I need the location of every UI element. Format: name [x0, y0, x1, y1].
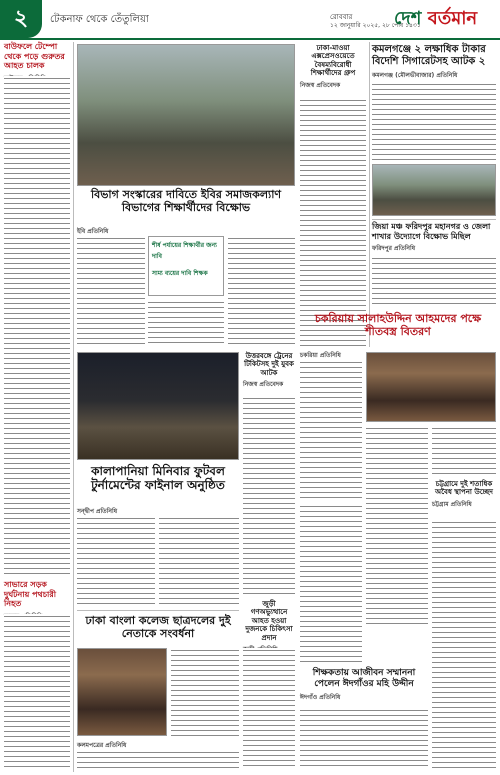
article-juri: [243, 600, 295, 655]
byline: নিজস্ব প্রতিবেদক: [300, 81, 341, 89]
issue-day: রোববার: [330, 13, 353, 21]
headline: জিয়া মঞ্চ ফরিদপুর মহানগর ও জেলা শাখার উদ্যোগে বিক্ষোভ মিছিল: [372, 222, 491, 241]
article-ibi: [77, 188, 295, 214]
brand-part-1: দেশ: [394, 8, 428, 29]
quote-box: [148, 236, 224, 296]
article-dhaka-mawa: [300, 44, 366, 91]
news-photo: [372, 164, 496, 216]
byline: চকরিয়া প্রতিনিধি: [300, 352, 341, 359]
article-body: [300, 504, 362, 664]
divider: [372, 219, 496, 220]
headline: ঢাকা বাংলা কলেজ ছাত্রদলের দুই নেতাকে সংবর্ধনা: [85, 614, 231, 641]
column-divider: [369, 42, 370, 347]
headline: কালাপানিয়া মিনিবার ফুটবল টুর্নামেন্টের ফাইনাল অনুষ্ঠিত: [91, 464, 225, 493]
page-number: ২: [0, 0, 42, 38]
article-teacher: [300, 668, 428, 703]
article-body: [4, 614, 70, 770]
article-body: [300, 98, 366, 346]
article-jessore: [372, 222, 496, 254]
headline: বিভাগ সংস্কারের দাবিতে ইবির সমাজকল্যাণ বিভাগের শিক্ষার্থীদের বিক্ষোভ: [90, 188, 282, 215]
article-chakaria: [300, 312, 496, 338]
headline: বাউফলে টেম্পো থেকে পড়ে গুরুতর আহত চালক: [4, 42, 65, 71]
headline: জুড়ী গণঅভ্যুত্থানে আহত হওয়া দুজনকে চিকিৎসা প্রদান: [245, 600, 293, 642]
headline: শিক্ষকতায় আজীবন সম্মাননা পেলেন ঈদগাঁওর মহি উদ্দীন: [312, 668, 416, 689]
byline: কলমপত্রের প্রতিনিধি: [77, 742, 127, 749]
article-right-small: [432, 480, 496, 510]
article-body: [4, 76, 70, 576]
article-body: [372, 256, 496, 306]
byline: কমলগঞ্জ (মৌলভীবাজার) প্রতিনিধি: [372, 72, 458, 79]
byline: চট্টগ্রাম প্রতিনিধি: [432, 500, 472, 508]
article-body: [77, 516, 155, 606]
article-body: [432, 520, 496, 770]
article-body: [243, 396, 295, 596]
article-body: [148, 300, 224, 346]
headline: উত্তরবঙ্গে ট্রেনের টিকিটসহ দুই যুবক আটক: [244, 352, 294, 377]
article-body: [243, 648, 295, 770]
article-body: [77, 236, 145, 346]
headline: চকরিয়ায় সালাহউদ্দিন আহমদের পক্ষে শীতবস্ত্র বিতরণ: [314, 312, 482, 339]
column-divider: [73, 42, 74, 772]
byline: ঈদগাঁও প্রতিনিধি: [300, 693, 341, 701]
article-train: [243, 352, 295, 390]
headline: চট্টগ্রামে দুই শতাধিক অবৈধ স্থাপনা উচ্ছেদ: [435, 480, 493, 497]
article-dhaka-college: [77, 614, 239, 640]
news-photo: [77, 44, 295, 186]
headline: ঢাকা-মাওয়া এক্সপ্রেসওয়েতে বৈষম্যবিরোধী শিক্ষার্থীদের গ্রুপ: [310, 44, 356, 78]
byline: ফরিদপুর প্রতিনিধি: [372, 245, 416, 253]
article-kalapania: [77, 464, 239, 493]
quote-2: সাম্য ব্যয়ের দাবি শিক্ষক: [152, 270, 208, 277]
quote-1: শীর্ষ পর্যায়ের শিক্ষার্থীর জন্য দাবি: [152, 242, 217, 260]
article-body: [159, 516, 239, 606]
headline: কমলগঞ্জে ২ লক্ষাধিক টাকার বিদেশি সিগারেটসহ আটক ২: [372, 44, 486, 67]
article-body: [366, 426, 428, 626]
section-tagline: টেকনাফ থেকে তেঁতুলিয়া: [50, 14, 149, 25]
news-photo: [77, 648, 167, 736]
byline: ইবি প্রতিনিধি: [77, 228, 109, 235]
divider: [77, 610, 239, 611]
brand-part-2: বর্তমান: [427, 8, 478, 29]
headline: সাভারে সড়ক দুর্ঘটনায় পথচারী নিহত: [4, 580, 57, 609]
issue-date-text: ১২ জানুয়ারি ২০২৫, ২৮ পৌষ ১৪৩১: [330, 22, 421, 29]
newspaper-brand: [394, 4, 477, 35]
article-body: [372, 82, 496, 162]
news-photo: [77, 352, 239, 460]
article-komolgonj: [372, 44, 496, 81]
article-body: [300, 708, 428, 770]
header-rule: [0, 38, 500, 40]
byline: সন্দ্বীপ প্রতিনিধি: [77, 508, 118, 515]
article-body: [300, 360, 362, 500]
news-photo: [366, 352, 496, 422]
byline: নিজস্ব প্রতিবেদক: [243, 381, 284, 389]
article-body: [171, 648, 239, 736]
article-body: [77, 750, 239, 772]
article-body: [228, 236, 295, 346]
article-body: [432, 426, 496, 476]
